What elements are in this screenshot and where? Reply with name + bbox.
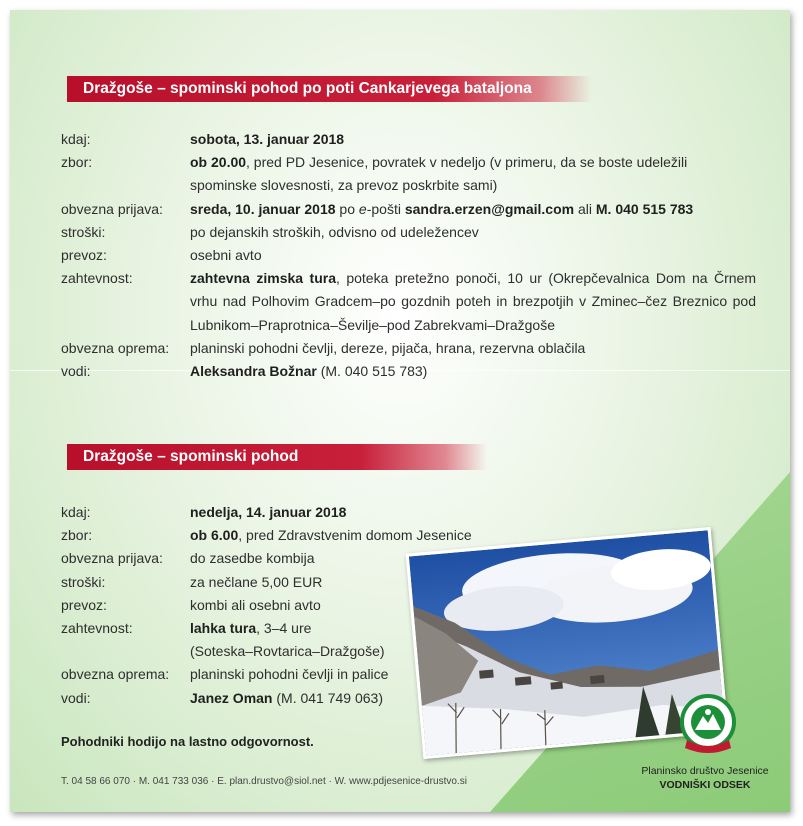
event1-prijava-text-b: -pošti [366,200,405,217]
event2-kdaj-label: kdaj: [61,504,91,520]
club-signature [620,764,790,792]
event2-title-banner [67,444,487,470]
event1-row-zahtevnost [61,267,756,337]
event1-vodi-label: vodi: [61,363,91,380]
flyer-page [10,10,790,812]
event1-title-banner [67,76,592,102]
event2-zbor-time: ob 6.00 [190,527,239,544]
event2-zahtevnost-duration: , 3–4 ure [256,620,312,637]
event1-zbor-text: , pred PD Jesenice, povratek v nedeljo (v primeru, da se boste udeležili spominske slovesnosti, za prevoz poskrbite sami) [190,154,688,194]
event2-prevoz-label: prevoz: [61,596,107,613]
event2-stroski-value: za nečlane 5,00 EUR [190,573,323,590]
empty-label [61,640,190,663]
event2-zbor-text: , pred Zdravstvenim domom Jesenice [238,527,472,544]
event2-zbor-label: zbor: [61,527,93,544]
event2-route: (Soteska–Rovtarica–Dražgoše) [190,643,385,660]
event2-oprema-value: planinski pohodni čevlji in palice [190,666,389,683]
event1-prevoz-value: osebni avto [190,247,262,264]
club-logo [673,690,743,760]
event1-zbor-time: ob 20.00 [190,154,247,171]
event2-vodi-name: Janez Oman [190,689,273,706]
event1-stroski-value: po dejanskih stroških, odvisno od udeležencev [190,223,479,240]
disclaimer-note: Pohodniki hodijo na lastno odgovornost. [61,734,314,749]
event2-stroski-label: stroški: [61,573,106,590]
event2-kdaj-value: nedelja, 14. januar 2018 [190,504,347,520]
event1-zahtevnost-text: , poteka pretežno ponoči, 10 ur (Okrepčevalnica Dom na Črnem vrhu nad Polhovim Gradcem–po gozdnih poteh in brezpotjih v Zminec–čez Breznico pod Lubnikom–Praprotnica–Ševiljе–pod Zabrekvami–Dražgoše [190,270,756,333]
event1-prijava-email[interactable]: sandra.erzen@gmail.com [404,200,575,217]
event1-row-zbor [61,151,756,197]
club-emblem-icon [673,690,743,760]
event2-zahtevnost-level: lahka tura [190,620,257,637]
event2-zahtevnost-label: zahtevnost: [61,620,133,637]
event1-oprema-label: obvezna oprema: [61,339,170,356]
event1-row-prijava [61,198,756,221]
event2-row-zbor [61,524,510,547]
event1-prijava-phone: M. 040 515 783 [595,200,694,217]
club-name: Planinsko društvo Jesenice [641,765,769,777]
event2-prijava-value: do zasedbe kombija [190,550,315,567]
event1-prijava-text-c: ali [574,200,596,217]
event1-row-prevoz [61,244,756,267]
event2-vodi-phone: (M. 041 749 063) [272,689,383,706]
event2-title: Dražgoše – spominski pohod [83,448,299,465]
event2-prijava-label: obvezna prijava: [61,550,163,567]
event2-row-kdaj [61,501,510,524]
event1-row-kdaj [61,128,756,151]
event1-kdaj-label: kdaj: [61,131,91,147]
contact-info: T. 04 58 66 070 · M. 041 733 036 · E. plan.drustvo@siol.net · W. www.pdjesenice-drustvo.si [61,776,467,787]
event2-prevoz-value: kombi ali osebni avto [190,596,321,613]
event1-prijava-text-e: e [358,200,367,217]
event1-stroski-label: stroški: [61,223,106,240]
event1-row-stroski [61,221,756,244]
event1-prijava-label: obvezna prijava: [61,200,163,217]
event1-zahtevnost-level: zahtevna zimska tura [190,270,336,287]
event1-prijava-text-a: po [335,200,359,217]
event1-zbor-label: zbor: [61,154,93,171]
event1-vodi-name: Aleksandra Božnar [190,363,317,380]
event1-prijava-date: sreda, 10. januar 2018 [190,200,336,217]
event1-zahtevnost-label: zahtevnost: [61,270,133,287]
event1-row-vodi [61,360,756,383]
club-section: VODNIŠKI ODSEK [659,779,751,791]
event1-vodi-phone: (M. 040 515 783) [316,363,428,380]
event1-prevoz-label: prevoz: [61,247,107,264]
event1-kdaj-value: sobota, 13. januar 2018 [190,131,345,147]
event1-details [61,128,756,383]
event1-oprema-value: planinski pohodni čevlji, dereze, pijača, hrana, rezervna oblačila [190,339,586,356]
event2-oprema-label: obvezna oprema: [61,666,170,683]
event1-title: Dražgoše – spominski pohod po poti Cankarjevega bataljona [83,80,532,97]
event1-row-oprema [61,337,756,360]
event2-vodi-label: vodi: [61,689,91,706]
